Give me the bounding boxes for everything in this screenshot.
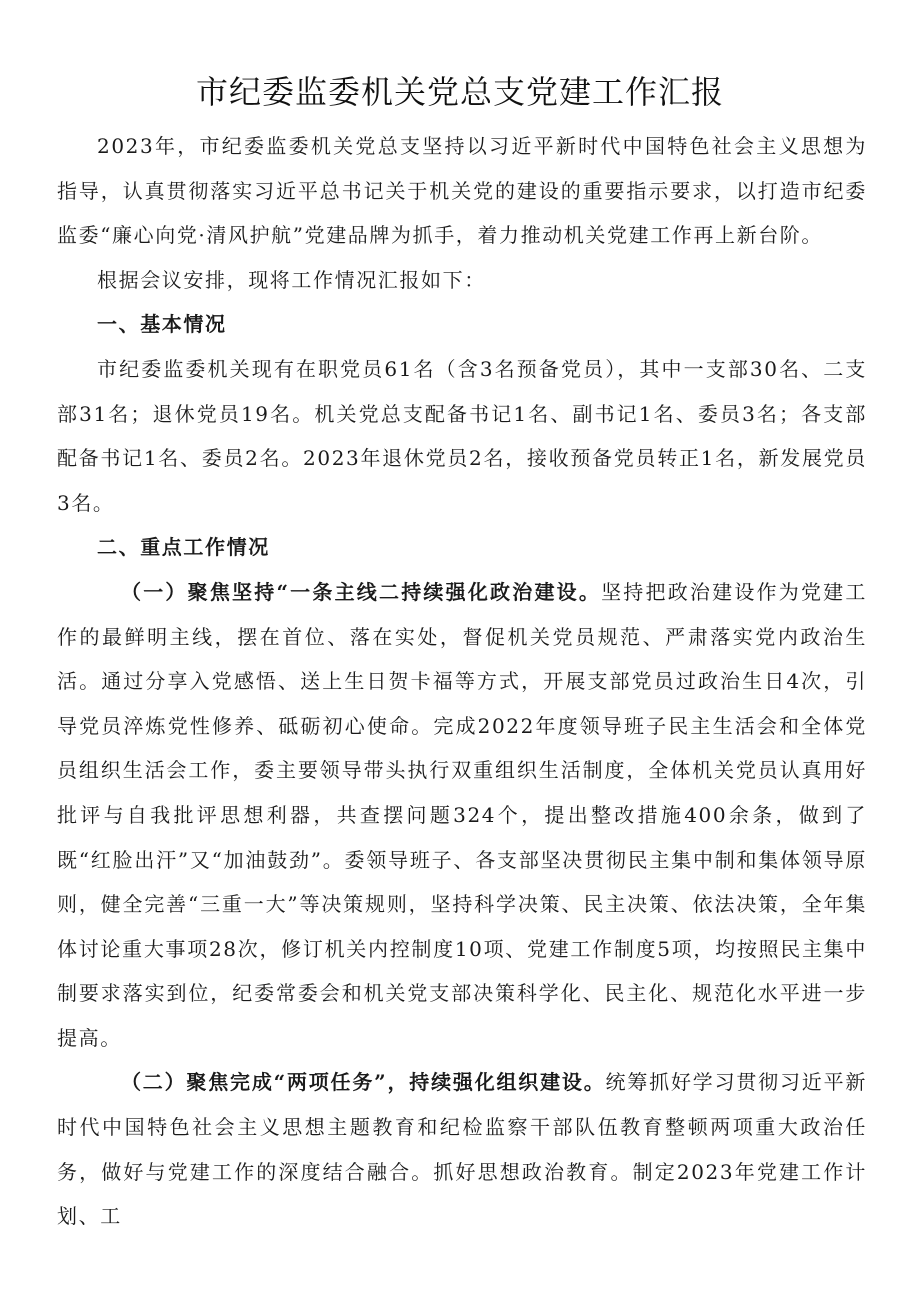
lead-paragraph: 根据会议安排，现将工作情况汇报如下： — [97, 267, 486, 292]
item-2-paragraph — [57, 1060, 867, 1238]
item-1-text: 坚持把政治建设作为党建工作的最鲜明主线，摆在首位、落在实处，督促机关党员规范、严肃落实党内政治生活。通过分享入党感悟、送上生日贺卡福等方式，开展支部党员过政治生日4次，引导党员淬炼党性修养、砥砺初心使命。完成2022年度领导班子民主生活会和全体党员组织生活会工作，委主要领导带头执行双重组织生活制度，全体机关党员认真用好批评与自我批评思想利器，共查摆问题324个，提出整改措施400余条，做到了既“红脸出汗”又“加油鼓劲”。委领导班子、各支部坚决贯彻民主集中制和集体领导原则，健全完善“三重一大”等决策规则，坚持科学决策、民主决策、依法决策，全年集体讨论重大事项28次，修订机关内控制度10项、党建工作制度5项，均按照民主集中制要求落实到位，纪委常委会和机关党支部决策科学化、民主化、规范化水平进一步提高。 — [57, 579, 867, 1050]
item-1-paragraph — [57, 570, 867, 1061]
item-2-text: 统筹抓好学习贯彻习近平新时代中国特色社会主义思想主题教育和纪检监察干部队伍教育整顿两项重大政治任务，做好与党建工作的深度结合融合。抓好思想政治教育。制定2023年党建工作计划、工 — [57, 1070, 868, 1229]
section-1-paragraph: 市纪委监委机关现有在职党员61名（含3名预备党员），其中一支部30名、二支部31名；退休党员19名。机关党总支配备书记1名、副书记1名、委员3名；各支部配备书记1名、委员2名。2023年退休党员2名，接收预备党员转正1名，新发展党员3名。 — [57, 356, 867, 515]
item-2-lead: （二）聚焦完成“两项任务”，持续强化组织建设。 — [121, 1070, 606, 1095]
item-1-lead: （一）聚焦坚持“一条主线二持续强化政治建设。 — [121, 579, 602, 604]
section-2-heading: 二、重点工作情况 — [97, 535, 270, 560]
section-1-heading: 一、基本情况 — [97, 312, 227, 337]
document-body — [57, 124, 867, 1239]
document-title: 市纪委监委机关党总支党建工作汇报 — [195, 73, 724, 111]
intro-paragraph: 2023年，市纪委监委机关党总支坚持以习近平新时代中国特色社会主义思想为指导，认真贯彻落实习近平总书记关于机关党的建设的重要指示要求，以打造市纪委监委“廉心向党·清风护航”党建品牌为抓手，着力推动机关党建工作再上新台阶。 — [57, 134, 867, 248]
